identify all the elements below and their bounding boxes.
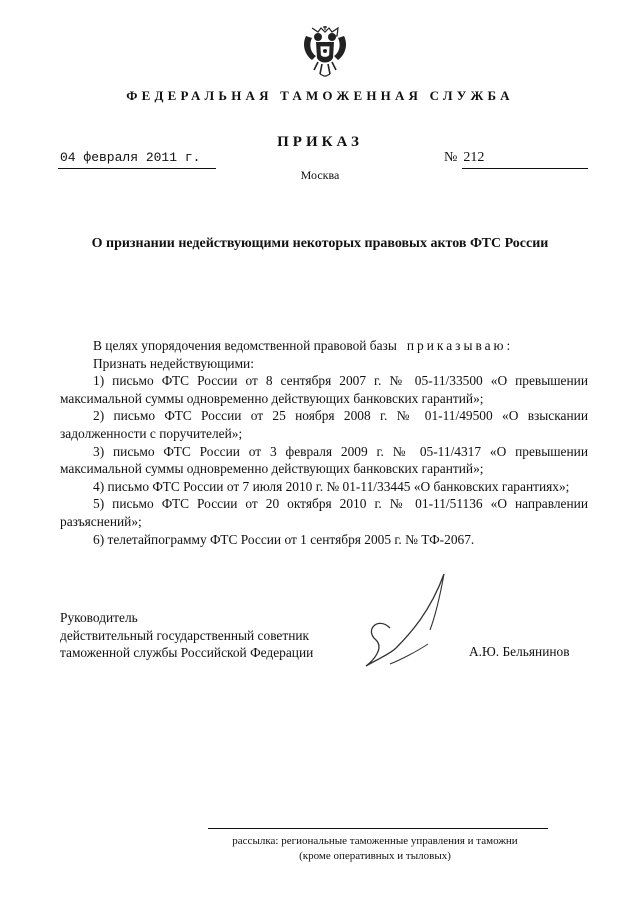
document-type-title: ПРИКАЗ [277, 134, 363, 150]
signatory-name: А.Ю. Бельянинов [469, 644, 570, 659]
order-body [60, 337, 588, 548]
double-headed-eagle-icon [300, 22, 350, 78]
intro-text: В целях упорядочения ведомственной правовой базы [93, 338, 397, 353]
intro-verb: приказываю: [406, 338, 514, 353]
agency-name: ФЕДЕРАЛЬНАЯ ТАМОЖЕННАЯ СЛУЖБА [126, 88, 514, 103]
handwritten-signature-icon [360, 556, 470, 686]
intro-paragraph [60, 337, 588, 355]
order-number [444, 150, 484, 166]
distribution-line: (кроме оперативных и тыловых) [299, 850, 451, 862]
list-item: 5) письмо ФТС России от 20 октября 2010 г. № 01-11/51136 «О направлении разъяснений»; [60, 496, 588, 529]
order-subject: О признании недействующими некоторых правовых актов ФТС России [91, 236, 549, 251]
distribution-line: рассылка: региональные таможенные управления и таможни [232, 835, 518, 847]
declare-paragraph: Признать недействующими: [93, 355, 254, 371]
signatory-line: таможенной службы Российской Федерации [60, 645, 314, 661]
number-prefix: № [444, 150, 458, 165]
signatory-line: действительный государственный советник [60, 627, 310, 643]
list-item: 2) письмо ФТС России от 25 ноября 2008 г. № 01-11/49500 «О взыскании задолженности с поручителей»; [60, 408, 588, 441]
list-item: 4) письмо ФТС России от 7 июля 2010 г. № 01-11/33445 «О банковских гарантиях»; [93, 478, 570, 494]
signatory-line: Руководитель [60, 610, 138, 625]
distribution-list [200, 834, 550, 864]
list-item: 6) телетайпограмму ФТС России от 1 сентября 2005 г. № ТФ-2067. [93, 531, 475, 547]
distribution-divider [208, 828, 548, 829]
list-item: 3) письмо ФТС России от 3 февраля 2009 г. № 05-11/4317 «О превышении максимальной суммы одновременно действующих банковских гарантий»; [60, 443, 588, 477]
signatory-title [60, 609, 313, 662]
list-item: 1) письмо ФТС России от 8 сентября 2007 г. № 05-11/33500 «О превышении максимальной суммы одновременно действующих банковских гарантий»; [60, 373, 588, 406]
city: Москва [300, 168, 340, 182]
number-value: 212 [463, 150, 485, 165]
order-date: 04 февраля 2011 г. [60, 150, 201, 165]
